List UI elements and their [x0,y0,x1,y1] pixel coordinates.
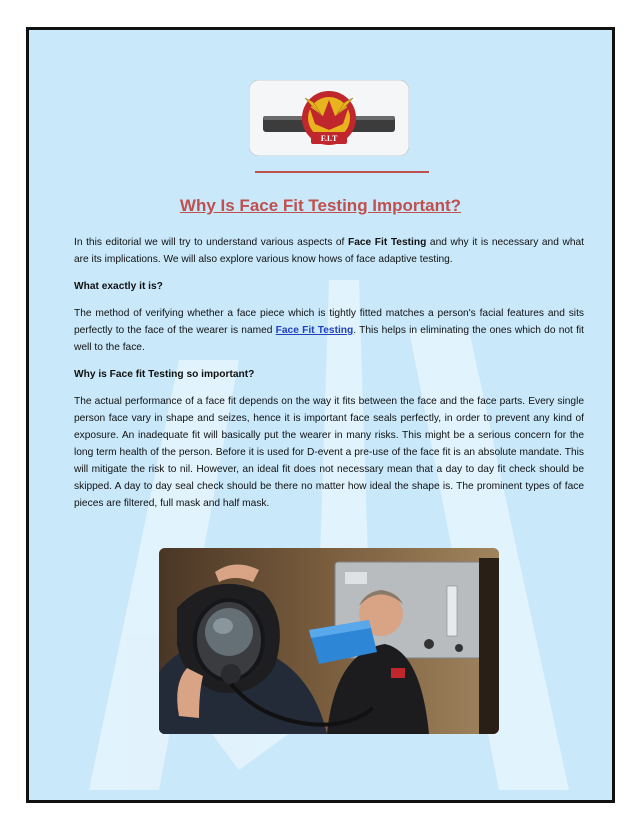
page-border [26,27,615,803]
what-text-1: The method of verifying whether a face piece which is tightly fitted matches a person's facial features and sits perfectly to the face of the wearer is named [74,308,584,336]
section-heading-what: What exactly it is? [74,281,163,292]
logo-text: F.I.T [320,134,338,143]
section-paragraph-why: The actual performance of a face fit depends on the way it fits between the face and the face parts. Every single person face vary in shape and seizes, hence it is important face seals perfectly, in order to prevent any kind of exposure. An inadequate fit will basically put the wearer in many risks. This might be a serious concern for the long term health of the person. Before it is used for D-event a pre-use of the face fit is an absolute mandate. This will mitigate the risk to nil. However, an ideal fit does not necessary mean that a day to day fit check should be skipped. A day to day seal check should be there no matter how ideal the shape is. The prominent types of face pieces are filtered, full mask and half mask. [74,396,584,509]
fit-logo [249,80,409,156]
face-fit-test-photo [159,548,499,734]
intro-bold-term: Face Fit Testing [347,237,427,248]
section-paragraph-what [74,305,584,356]
article-body [74,234,584,522]
intro-text-2: and why it is necessary and what are its implications. We will also explore various know hows of face adaptive testing. [74,237,584,265]
page-title: Why Is Face Fit Testing Important? [179,196,462,215]
intro-text-1: In this editorial we will try to understand various aspects of [74,237,348,248]
face-fit-testing-link[interactable]: Face Fit Testing [275,325,354,336]
intro-paragraph [74,234,584,268]
what-text-2: . This helps in eliminating the ones which do not fit well to the face. [74,325,584,353]
section-heading-why: Why is Face fit Testing so important? [74,369,255,380]
title-divider [255,171,429,173]
